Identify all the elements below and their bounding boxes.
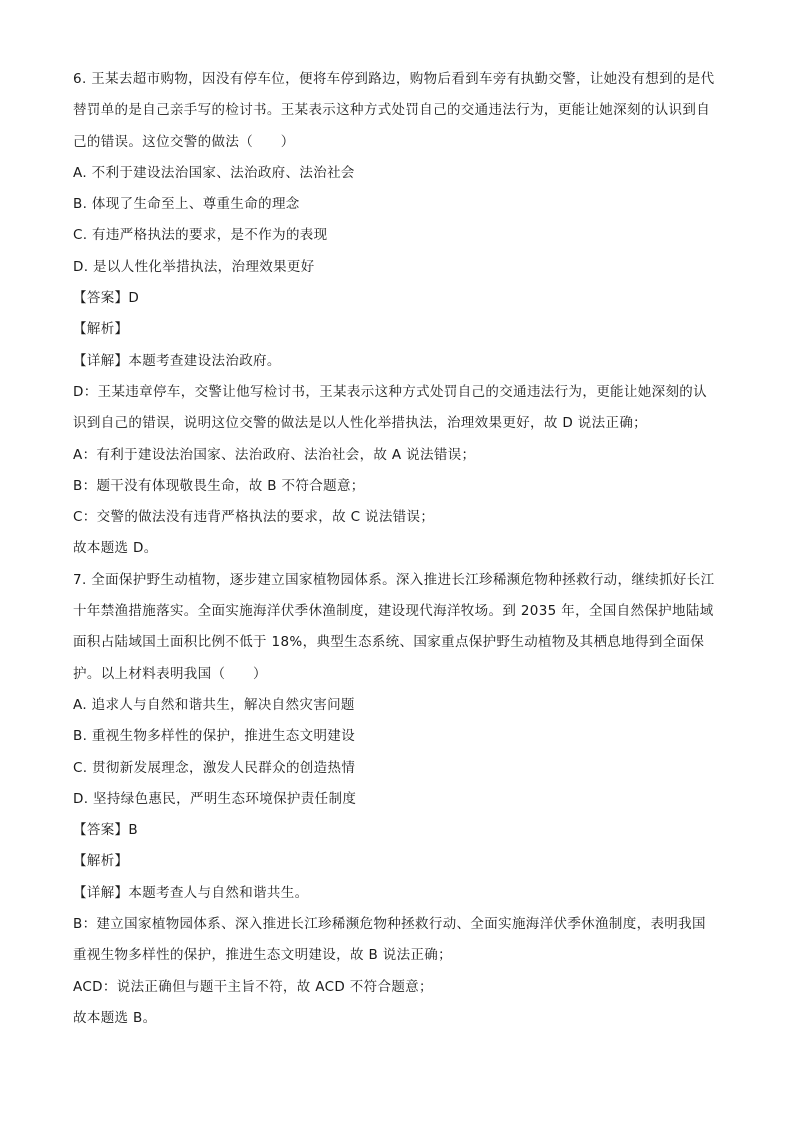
q7-explanation-line-1: 【详解】本题考查人与自然和谐共生。 <box>73 884 309 901</box>
q7-option-d: D. 坚持绿色惠民，严明生态环境保护责任制度 <box>73 790 357 807</box>
q7-stem-line-3: 面积占陆域国土面积比例不低于 18%，典型生态系统、国家重点保护野生动植物及其栖息地得到全面保 <box>73 634 705 651</box>
q7-option-b: B. 重视生物多样性的保护，推进生态文明建设 <box>73 728 356 745</box>
q6-explanation-line-5: B：题干没有体现敬畏生命，故 B 不符合题意； <box>73 477 365 494</box>
q7-analysis-label: 【解析】 <box>73 853 129 870</box>
q6-explanation-line-6: C：交警的做法没有违背严格执法的要求，故 C 说法错误； <box>73 509 435 526</box>
q6-analysis-label: 【解析】 <box>73 321 129 338</box>
q7-option-a: A. 追求人与自然和谐共生，解决自然灾害问题 <box>73 696 355 713</box>
q7-explanation-line-4: ACD：说法正确但与题干主旨不符，故 ACD 不符合题意； <box>73 978 433 995</box>
q6-option-b: B. 体现了生命至上、尊重生命的理念 <box>73 196 300 213</box>
q6-option-d: D. 是以人性化举措执法，治理效果更好 <box>73 258 315 275</box>
question-7 <box>73 565 723 1034</box>
q6-explanation-line-7: 故本题选 D。 <box>73 540 158 557</box>
q6-stem-line-3: 己的错误。这位交警的做法（ ） <box>73 133 295 150</box>
q6-option-a: A. 不利于建设法治国家、法治政府、法治社会 <box>73 164 355 181</box>
q6-option-c: C. 有违严格执法的要求，是不作为的表现 <box>73 227 328 244</box>
q7-stem-line-2: 十年禁渔措施落实。全面实施海洋伏季休渔制度，建设现代海洋牧场。到 2035 年，全国自然保护地陆域 <box>73 603 714 620</box>
q7-answer: 【答案】B <box>73 822 139 839</box>
q6-explanation-line-3: 识到自己的错误，说明这位交警的做法是以人性化举措执法，治理效果更好，故 D 说法正确； <box>73 415 648 432</box>
q6-answer: 【答案】D <box>73 290 140 307</box>
q6-stem-line-2: 替罚单的是自己亲手写的检讨书。王某表示这种方式处罚自己的交通违法行为，更能让她深刻的认识到自 <box>73 102 711 119</box>
q6-stem-line-1: 6. 王某去超市购物，因没有停车位，便将车停到路边，购物后看到车旁有执勤交警，让她没有想到的是代 <box>73 71 715 87</box>
q7-explanation-line-2: B：建立国家植物园体系、深入推进长江珍稀濒危物种拯救行动、全面实施海洋伏季休渔制度，表明我国 <box>73 916 706 933</box>
q6-explanation-line-1: 【详解】本题考查建设法治政府。 <box>73 352 281 369</box>
q7-explanation-line-5: 故本题选 B。 <box>73 1009 157 1026</box>
q7-stem-line-4: 护。以上材料表明我国（ ） <box>73 665 267 682</box>
question-6 <box>73 64 723 565</box>
q7-stem-line-1: 7. 全面保护野生动植物，逐步建立国家植物园体系。深入推进长江珍稀濒危物种拯救行动，继续抓好长江 <box>73 571 715 588</box>
document-page <box>73 64 723 1034</box>
q6-explanation-line-4: A：有利于建设法治国家、法治政府、法治社会，故 A 说法错误； <box>73 446 476 463</box>
q6-explanation-line-2: D：王某违章停车，交警让他写检讨书，王某表示这种方式处罚自己的交通违法行为，更能让她深刻的认 <box>73 383 707 400</box>
q7-option-c: C. 贯彻新发展理念，激发人民群众的创造热情 <box>73 759 356 776</box>
q7-explanation-line-3: 重视生物多样性的保护，推进生态文明建设，故 B 说法正确； <box>73 947 452 964</box>
